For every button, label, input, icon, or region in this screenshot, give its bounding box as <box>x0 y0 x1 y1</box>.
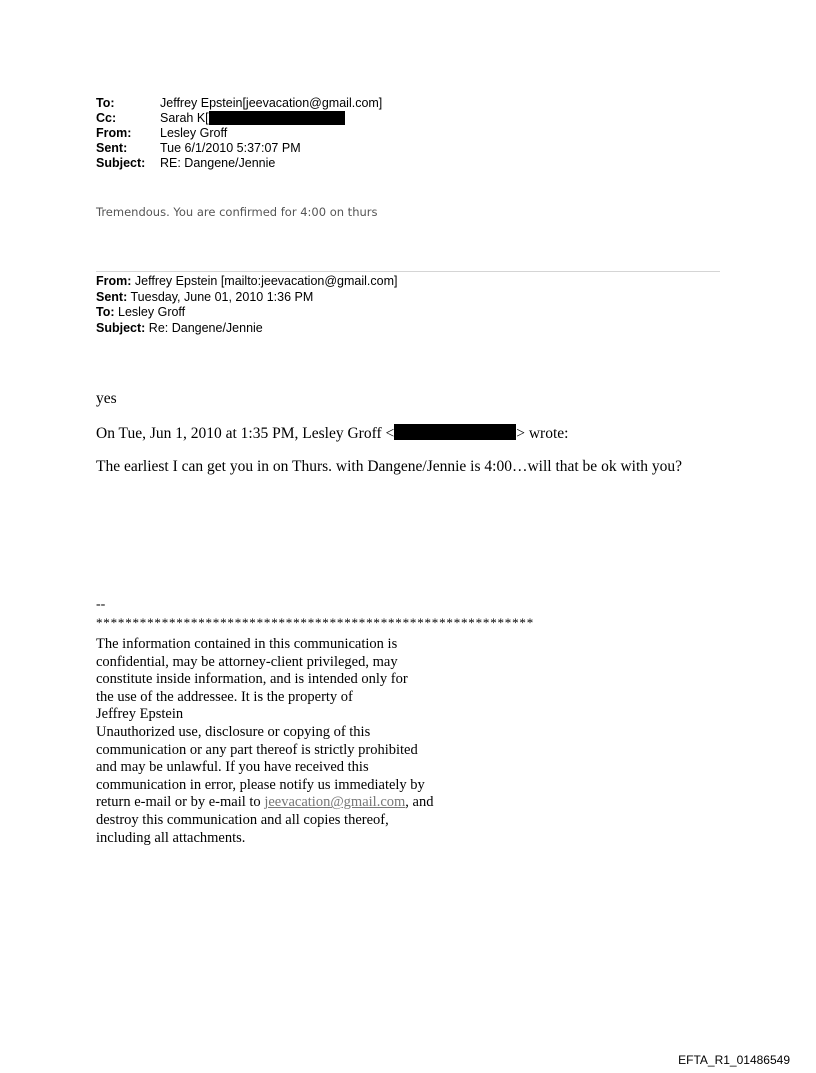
disclaimer-return-prefix: return e-mail or by e-mail to <box>96 794 265 811</box>
header-subject-label: Subject: <box>96 156 146 170</box>
disclaimer <box>96 636 433 847</box>
header-cc-label: Cc: <box>96 111 117 125</box>
redaction-box <box>394 424 516 440</box>
disclaimer-line: The information contained in this communication is <box>96 636 398 652</box>
disclaimer-line: and may be unlawful. If you have received this <box>96 759 369 776</box>
forwarded-subject-row <box>96 321 397 337</box>
body-wrote-line <box>96 424 568 443</box>
disclaimer-line: Unauthorized use, disclosure or copying of this <box>96 723 371 740</box>
document-id: EFTA_R1_01486549 <box>678 1053 790 1067</box>
forwarded-sent-value: Tuesday, June 01, 2010 1:36 PM <box>127 289 314 304</box>
body-yes: yes <box>96 390 117 407</box>
disclaimer-line: constitute inside information, and is intended only for <box>96 671 408 688</box>
email-header <box>96 96 382 171</box>
forwarded-from-label: From: <box>96 274 132 288</box>
header-from-label: From: <box>96 126 132 140</box>
body-earliest: The earliest I can get you in on Thurs. with Dangene/Jennie is 4:00…will that be ok with you? <box>96 458 683 475</box>
reply-text: Tremendous. You are confirmed for 4:00 on thurs <box>96 205 378 219</box>
disclaimer-line: including all attachments. <box>96 829 246 846</box>
body-wrote-prefix: On Tue, Jun 1, 2010 at 1:35 PM, Lesley Groff < <box>96 425 395 442</box>
signature-stars: ************************************************************ <box>96 615 534 630</box>
header-sent-row <box>96 141 382 156</box>
divider <box>96 271 720 272</box>
disclaimer-line: destroy this communication and all copies thereof, <box>96 811 389 828</box>
forwarded-to-row <box>96 305 397 321</box>
forwarded-from-value: Jeffrey Epstein [mailto:jeevacation@gmail.com] <box>131 274 398 288</box>
header-from-value: Lesley Groff <box>160 126 228 140</box>
header-sent-label: Sent: <box>96 141 128 155</box>
header-from-row <box>96 126 382 141</box>
forwarded-from-row <box>96 274 397 290</box>
forwarded-subject-value: Re: Dangene/Jennie <box>145 320 263 335</box>
forwarded-subject-label: Subject: <box>96 320 146 335</box>
header-subject-value: RE: Dangene/Jennie <box>160 156 276 170</box>
header-cc-row <box>96 111 382 126</box>
disclaimer-line: the use of the addressee. It is the property of <box>96 688 353 705</box>
forwarded-sent-row <box>96 290 397 306</box>
disclaimer-line: communication in error, please notify us immediately by <box>96 776 425 793</box>
header-cc-value: Sarah K[ <box>160 111 209 125</box>
header-to-value: Jeffrey Epstein[jeevacation@gmail.com] <box>160 96 383 110</box>
disclaimer-line: Jeffrey Epstein <box>96 706 184 723</box>
body-wrote-suffix: > wrote: <box>516 425 569 442</box>
disclaimer-return-suffix: , and <box>405 794 434 811</box>
header-subject-row <box>96 156 382 171</box>
redaction-box <box>209 111 345 125</box>
signature-dashes: -- <box>96 597 106 612</box>
header-to-row <box>96 96 382 111</box>
email-link[interactable]: jeevacation@gmail.com <box>264 794 406 811</box>
disclaimer-line: communication or any part thereof is strictly prohibited <box>96 741 418 758</box>
disclaimer-line: confidential, may be attorney-client privileged, may <box>96 653 398 670</box>
forwarded-header <box>96 274 397 336</box>
disclaimer-return-line <box>96 794 433 812</box>
header-to-label: To: <box>96 96 115 110</box>
header-sent-value: Tue 6/1/2010 5:37:07 PM <box>160 141 301 155</box>
forwarded-to-value: Lesley Groff <box>114 305 186 319</box>
forwarded-sent-label: Sent: <box>96 289 128 304</box>
forwarded-to-label: To: <box>96 305 115 319</box>
